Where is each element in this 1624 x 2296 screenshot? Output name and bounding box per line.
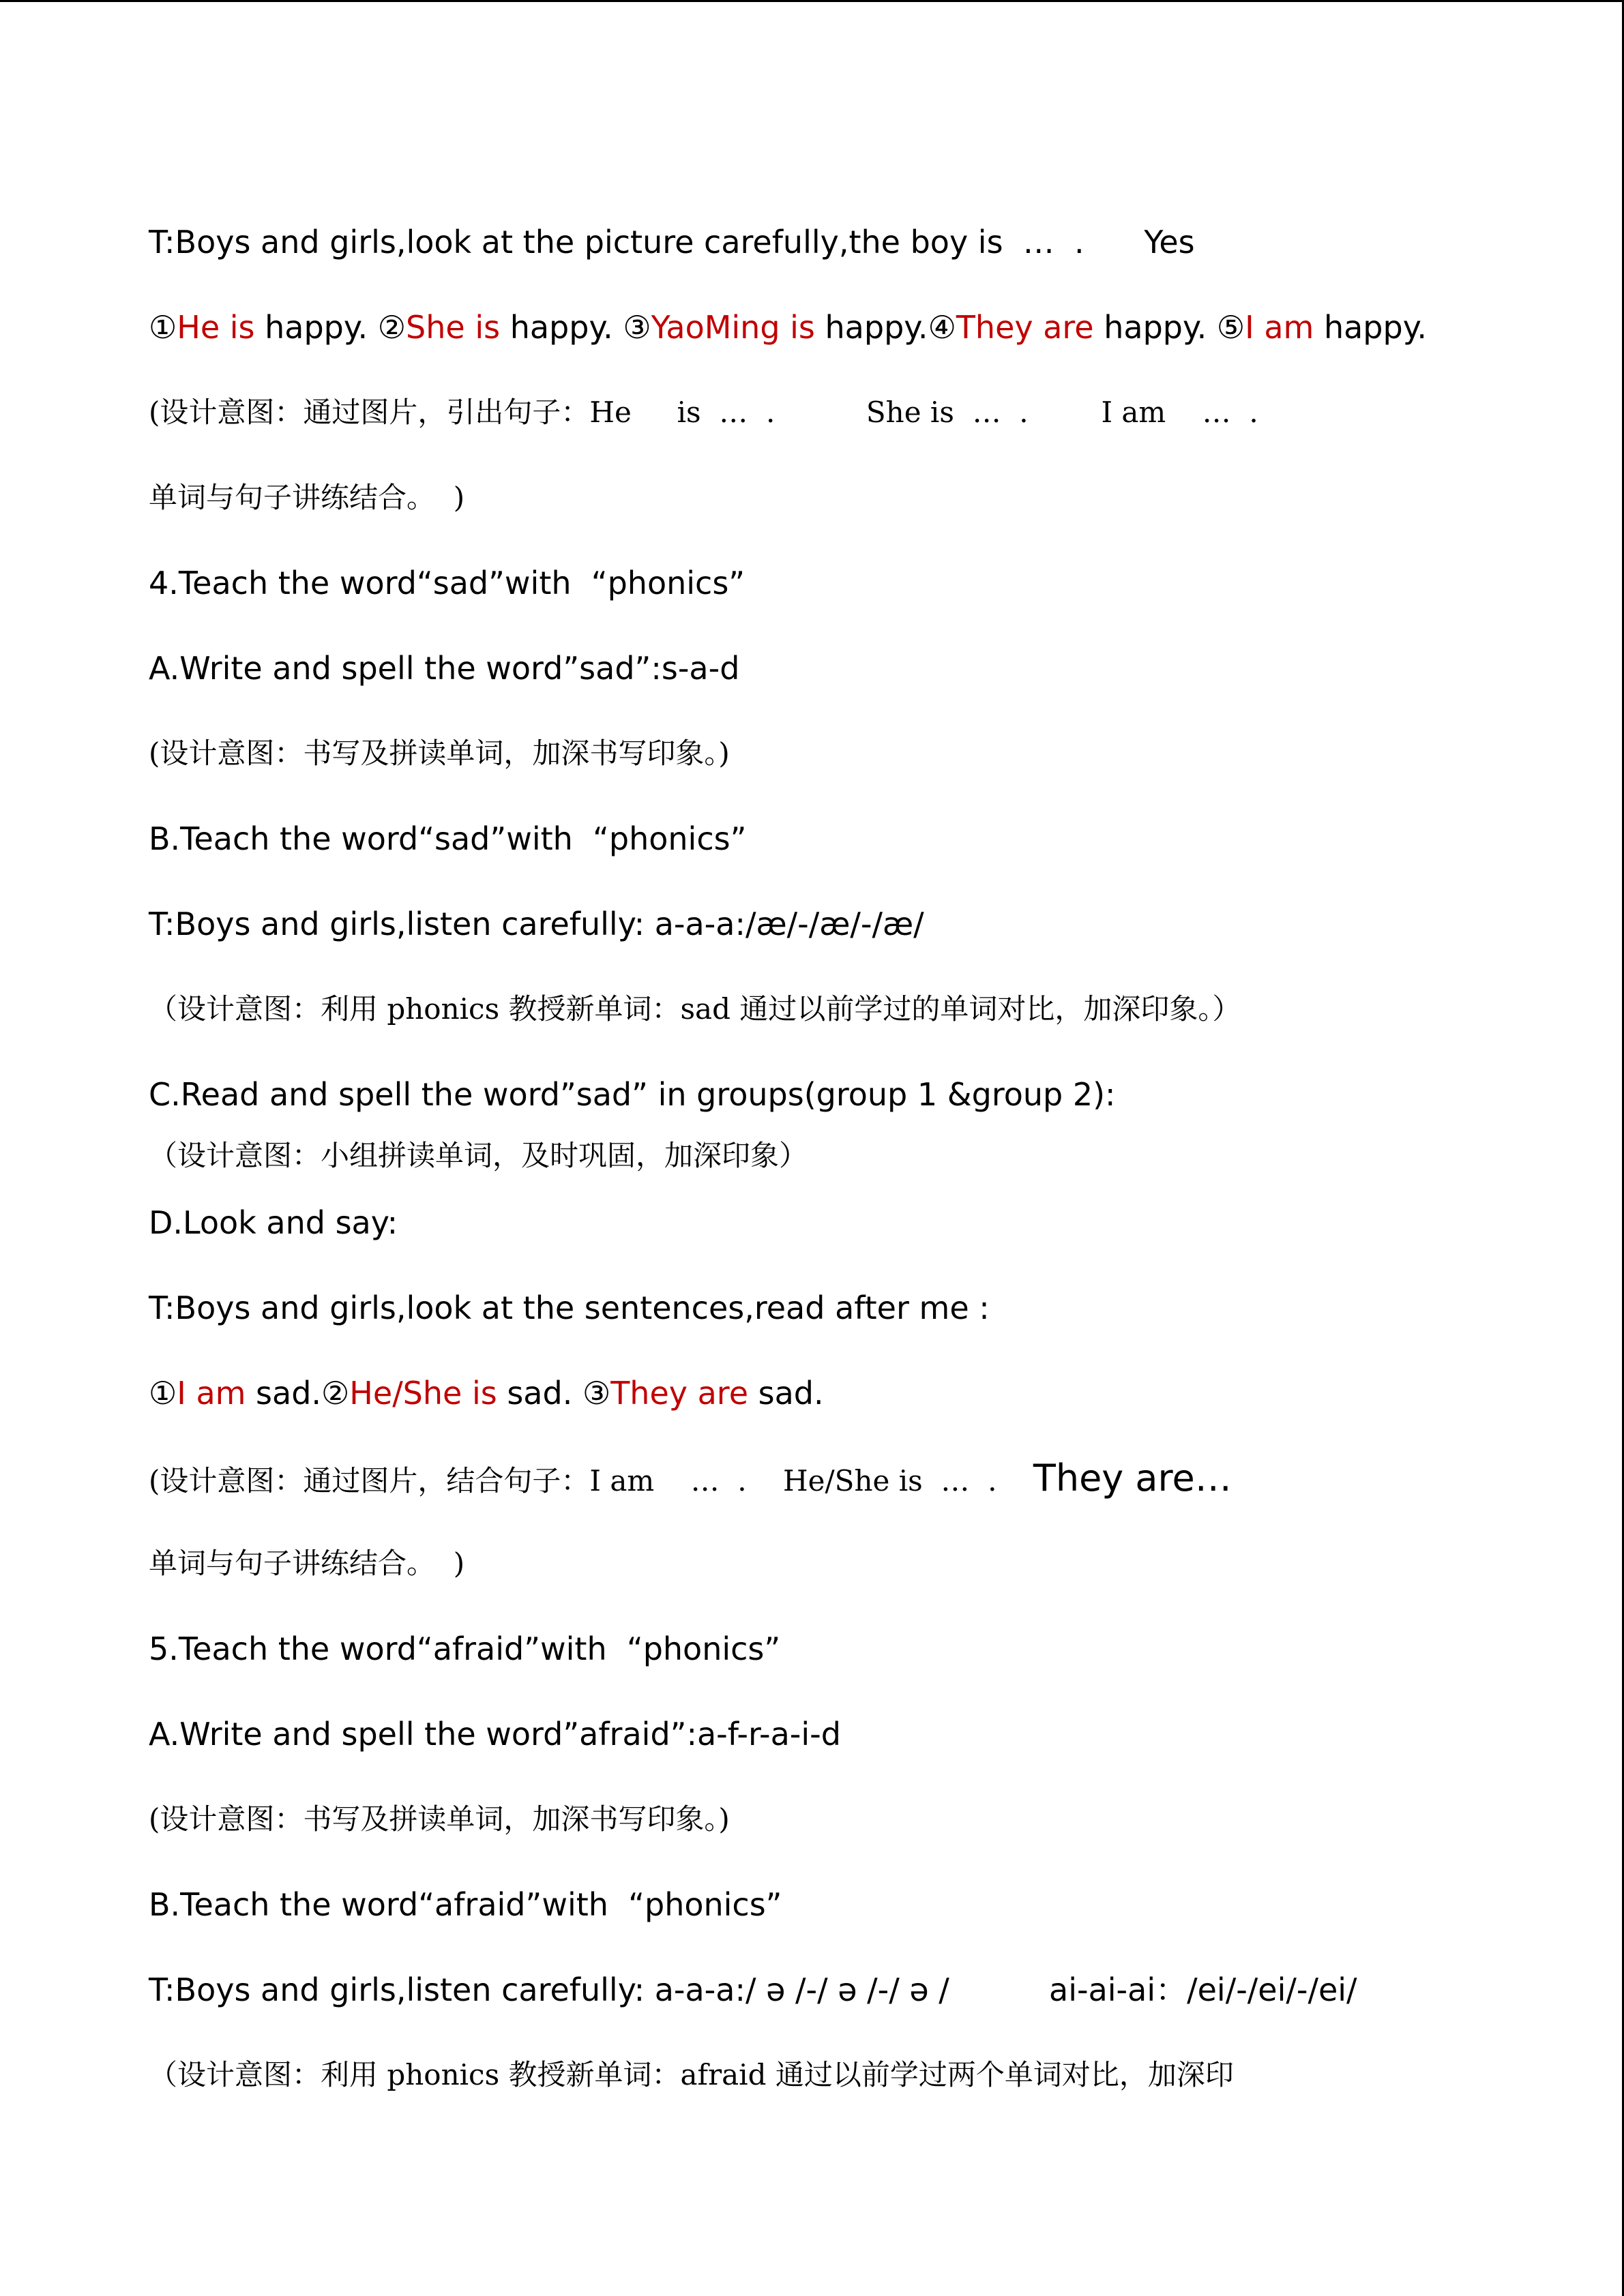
num-5: ⑤ — [1216, 309, 1245, 346]
sad-text-3: sad. — [748, 1375, 824, 1412]
num-2: ② — [377, 309, 407, 346]
num-1: ① — [149, 309, 177, 346]
teacher-line-boy: T:Boys and girls,look at the picture carefully,the boy is … . Yes — [149, 224, 1195, 260]
they-are-highlight: They are — [956, 309, 1094, 346]
happy-text-1: happy. — [254, 309, 378, 346]
teacher-line-listen-afraid: T:Boys and girls,listen carefully: a-a-a:/ ə /-/ ə /-/ ə / ai-ai-ai：/ei/-/ei/-/ei/ — [149, 1971, 1357, 2008]
teacher-line-sentences: T:Boys and girls,look at the sentences,read after me : — [149, 1289, 990, 1326]
step-a-sad: A.Write and spell the word”sad”:s-a-d — [149, 650, 740, 687]
happy-text-5: happy. — [1314, 309, 1427, 346]
teacher-line-listen-sad: T:Boys and girls,listen carefully: a-a-a:/æ/-/æ/-/æ/ — [149, 906, 924, 942]
design-intent-1: (设计意图：通过图片，引出句子：He is … . She is … . I am … . — [149, 396, 1258, 429]
num-4: ④ — [928, 309, 956, 346]
design-intent-5 — [149, 1458, 1232, 1502]
happy-text-2: happy. — [500, 309, 623, 346]
section-4-heading: 4.Teach the word“sad”with “phonics” — [149, 565, 745, 601]
num-3: ③ — [582, 1375, 611, 1412]
sad-text-1: sad. — [246, 1375, 322, 1412]
design-intent-6: (设计意图：书写及拼读单词，加深书写印象。) — [149, 1802, 730, 1836]
step-c-sad: C.Read and spell the word”sad” in groups(group 1 &group 2): — [149, 1076, 1116, 1113]
design-intent-7: （设计意图：利用 phonics 教授新单词：afraid 通过以前学过两个单词对比，加深印 — [149, 2058, 1234, 2091]
section-5-heading: 5.Teach the word“afraid”with “phonics” — [149, 1630, 781, 1667]
i-am-highlight: I am — [177, 1375, 246, 1412]
they-are-large: They are… — [1033, 1457, 1232, 1500]
happy-text-3: happy. — [814, 309, 928, 346]
happy-text-4: happy. — [1093, 309, 1217, 346]
num-3: ③ — [623, 309, 651, 346]
he-is-highlight: He is — [177, 309, 255, 346]
design-intent-5-main: (设计意图：通过图片，结合句子：I am … . He/She is … . — [149, 1464, 1033, 1497]
happy-sentences — [149, 307, 1427, 348]
num-2: ② — [321, 1375, 350, 1412]
sad-sentences — [149, 1373, 824, 1414]
sad-text-2: sad. — [497, 1375, 582, 1412]
design-intent-5-cont: 单词与句子讲练结合。 ) — [149, 1547, 465, 1580]
design-intent-1-cont: 单词与句子讲练结合。 ) — [149, 481, 465, 514]
num-1: ① — [149, 1375, 177, 1412]
she-is-highlight: She is — [406, 309, 501, 346]
step-a-afraid: A.Write and spell the word”afraid”:a-f-r-a-i-d — [149, 1716, 841, 1753]
yaoming-is-highlight: YaoMing is — [651, 309, 815, 346]
they-are-highlight: They are — [610, 1375, 748, 1412]
step-b-afraid: B.Teach the word“afraid”with “phonics” — [149, 1886, 782, 1923]
design-intent-2: (设计意图：书写及拼读单词，加深书写印象。) — [149, 736, 730, 770]
i-am-highlight: I am — [1245, 309, 1314, 346]
design-intent-3: （设计意图：利用 phonics 教授新单词：sad 通过以前学过的单词对比，加深印象。） — [149, 992, 1241, 1026]
step-d-look-say: D.Look and say: — [149, 1204, 398, 1241]
step-b-sad: B.Teach the word“sad”with “phonics” — [149, 820, 747, 857]
design-intent-4: （设计意图：小组拼读单词，及时巩固，加深印象） — [149, 1139, 808, 1172]
he-she-is-highlight: He/She is — [349, 1375, 497, 1412]
